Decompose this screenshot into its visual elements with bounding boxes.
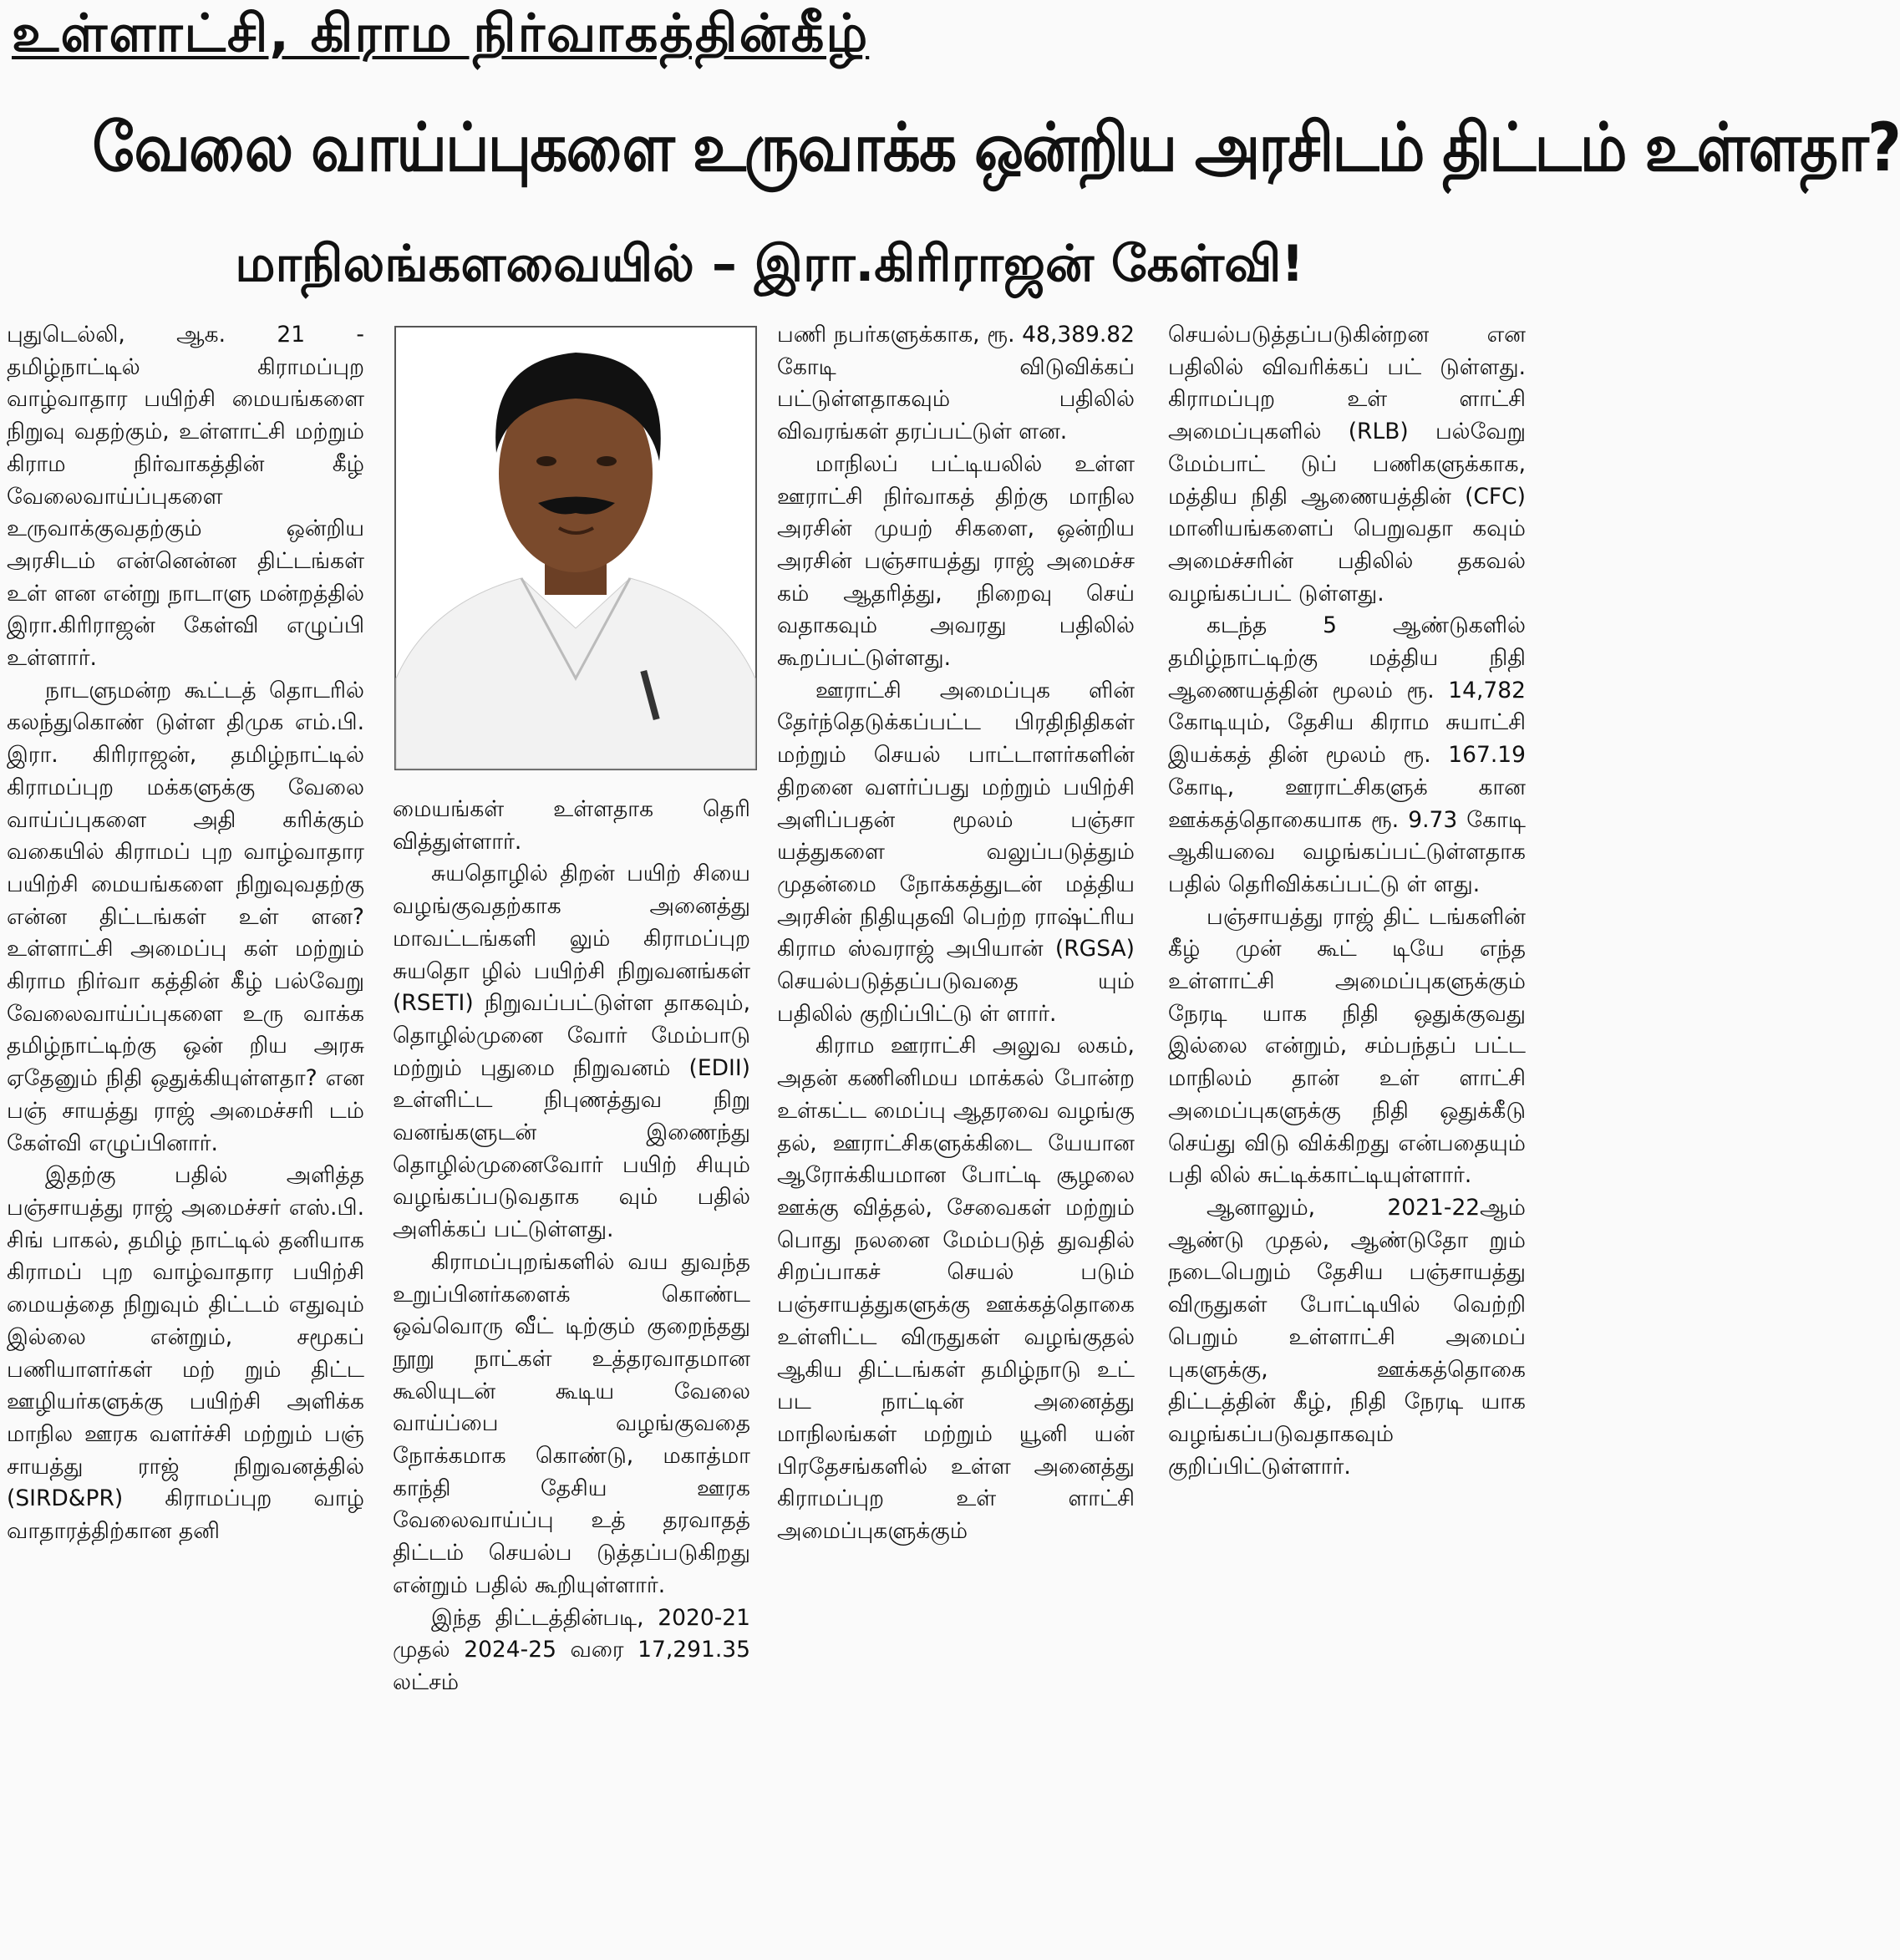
paragraph: பணி நபர்களுக்காக, ரூ. 48,389.82 கோடி விடுவிக்கப் பட்டுள்ளதாகவும் பதிலில் விவரங்கள் தரப்பட்டுள் ளன. [777,322,1135,445]
paragraph: புதுடெல்லி, ஆக. 21 - தமிழ்நாட்டில் கிராமப்புற வாழ்வாதார பயிற்சி மையங்களை நிறுவு வதற்கும், உள்ளாட்சி மற்றும் கிராம நிர்வாகத்தின் கீழ் வேலைவாய்ப்புகளை உருவாக்குவதற்கும் ஒன்றிய அரசிடம் என்னென்ன திட்டங்கள் உள் ளன என்று நாடாளு மன்றத்தில் இரா.கிரிராஜன் கேள்வி எழுப்பி உள்ளார். [7,322,364,672]
kicker-headline: உள்ளாட்சி, கிராம நிர்வாகத்தின்கீழ் [12,3,870,63]
main-headline: வேலை வாய்ப்புகளை உருவாக்க ஒன்றிய அரசிடம் திட்டம் உள்ளதா? [92,109,1900,186]
paragraph: மாநிலப் பட்டியலில் உள்ள ஊராட்சி நிர்வாகத் திற்கு மாநில அரசின் முயற் சிகளை, ஒன்றிய அரசின் பஞ்சாயத்து ராஜ் அமைச்ச கம் ஆதரித்து, நிறைவு செய் வதாகவும் அவரது பதிலில் கூறப்பட்டுள்ளது. [777,450,1135,672]
person-portrait-illustration [396,328,755,769]
paragraph: கிராம ஊராட்சி அலுவ லகம், அதன் கணினிமய மாக்கல் போன்ற உள்கட்ட மைப்பு ஆதரவை வழங்கு தல், ஊராட்சிகளுக்கிடை யேயான ஆரோக்கியமான போட்டி சூழலை ஊக்கு வித்தல், சேவைகள் மற்றும் பொது நலனை மேம்படுத் துவதில் சிறப்பாகச் செயல் படும் பஞ்சாயத்துகளுக்கு ஊக்கத்தொகை உள்ளிட்ட விருதுகள் வழங்குதல் ஆகிய திட்டங்கள் தமிழ்நாடு உட் பட நாட்டின் அனைத்து மாநிலங்கள் மற்றும் யூனி யன் பிரதேசங்களில் உள்ள அனைத்து கிராமப்புற உள் ளாட்சி அமைப்புகளுக்கும் [777,1033,1135,1545]
paragraph: கடந்த 5 ஆண்டுகளில் தமிழ்நாட்டிற்கு மத்திய நிதி ஆணையத்தின் மூலம் ரூ. 14,782 கோடியும், தேசிய கிராம சுயாட்சி இயக்கத் தின் மூலம் ரூ. 167.19 கோடி, ஊராட்சிகளுக் கான ஊக்கத்தொகையாக ரூ. 9.73 கோடி ஆகியவை வழங்கப்பட்டுள்ளதாக பதில் தெரிவிக்கப்பட்டு ள் ளது. [1168,612,1526,897]
paragraph: இந்த திட்டத்தின்படி, 2020-21 முதல் 2024-25 வரை 17,291.35 லட்சம் [393,1604,750,1695]
article-column-2 [393,794,750,1699]
paragraph: மையங்கள் உள்ளதாக தெரி வித்துள்ளார். [393,796,750,855]
paragraph: இதற்கு பதில் அளித்த பஞ்சாயத்து ராஜ் அமைச்சர் எஸ்.பி. சிங் பாகல், தமிழ் நாட்டில் தனியாக கிராமப் புற வாழ்வாதார பயிற்சி மையத்தை நிறுவும் திட்டம் எதுவும் இல்லை என்றும், சமூகப் பணியாளர்கள் மற் றும் திட்ட ஊழியர்களுக்கு பயிற்சி அளிக்க மாநில ஊரக வளர்ச்சி மற்றும் பஞ் சாயத்து ராஜ் நிறுவனத்தில் (SIRD&PR) கிராமப்புற வாழ் வாதாரத்திற்கான தனி [7,1162,364,1545]
article-column-3 [777,319,1135,1548]
paragraph: ஆனாலும், 2021-22ஆம் ஆண்டு முதல், ஆண்டுதோ றும் நடைபெறும் தேசிய பஞ்சாயத்து விருதுகள் போட்டியில் வெற்றி பெறும் உள்ளாட்சி அமைப் புகளுக்கு, ஊக்கத்தொகை திட்டத்தின் கீழ், நிதி நேரடி யாக வழங்கப்படுவதாகவும் குறிப்பிட்டுள்ளார். [1168,1194,1526,1480]
paragraph: ஊராட்சி அமைப்புக ளின் தேர்ந்தெடுக்கப்பட்ட பிரதிநிதிகள் மற்றும் செயல் பாட்டாளர்களின் திறனை வளர்ப்பது மற்றும் பயிற்சி அளிப்பதன் மூலம் பஞ்சா யத்துகளை வலுப்படுத்தும் முதன்மை நோக்கத்துடன் மத்திய அரசின் நிதியுதவி பெற்ற ராஷ்ட்ரிய கிராம ஸ்வராஜ் அபியான் (RGSA) செயல்படுத்தப்படுவதை யும் பதிலில் குறிப்பிட்டு ள் ளார். [777,677,1135,1027]
paragraph: பஞ்சாயத்து ராஜ் திட் டங்களின் கீழ் முன் கூட் டியே எந்த உள்ளாட்சி அமைப்புகளுக்கும் நேரடி யாக நிதி ஒதுக்குவது இல்லை என்றும், சம்பந்தப் பட்ட மாநிலம் தான் உள் ளாட்சி அமைப்புகளுக்கு நிதி ஒதுக்கீடு செய்து விடு விக்கிறது என்பதையும் பதி லில் சுட்டிக்காட்டியுள்ளார். [1168,903,1526,1189]
paragraph: சுயதொழில் திறன் பயிற் சியை வழங்குவதற்காக அனைத்து மாவட்டங்களி லும் கிராமப்புற சுயதொ ழில் பயிற்சி நிறுவனங்கள் (RSETI) நிறுவப்பட்டுள்ள தாகவும், தொழில்முனை வோர் மேம்பாடு மற்றும் புதுமை நிறுவனம் (EDII) உள்ளிட்ட நிபுணத்துவ நிறு வனங்களுடன் இணைந்து தொழில்முனைவோர் பயிற் சியும் வழங்கப்படுவதாக வும் பதில் அளிக்கப் பட்டுள்ளது. [393,861,750,1243]
article-column-4 [1168,319,1526,1483]
paragraph: கிராமப்புறங்களில் வய துவந்த உறுப்பினர்களைக் கொண்ட ஒவ்வொரு வீட் டிற்கும் குறைந்தது நூறு நாட்கள் உத்தரவாதமான கூலியுடன் கூடிய வேலை வாய்ப்பை வழங்குவதை நோக்கமாக கொண்டு, மகாத்மா காந்தி தேசிய ஊரக வேலைவாய்ப்பு உத் தரவாதத் திட்டம் செயல்ப டுத்தப்படுகிறது என்றும் பதில் கூறியுள்ளார். [393,1248,750,1598]
paragraph: நாடளுமன்ற கூட்டத் தொடரில் கலந்துகொண் டுள்ள திமுக எம்.பி. இரா. கிரிராஜன், தமிழ்நாட்டில் கிராமப்புற மக்களுக்கு வேலை வாய்ப்புகளை அதி கரிக்கும் வகையில் கிராமப் புற வாழ்வாதார பயிற்சி மையங்களை நிறுவுவதற்கு என்ன திட்டங்கள் உள் ளன? உள்ளாட்சி அமைப்பு கள் மற்றும் கிராம நிர்வா கத்தின் கீழ் பல்வேறு வேலைவாய்ப்புகளை உரு வாக்க தமிழ்நாட்டிற்கு ஒன் றிய அரசு ஏதேனும் நிதி ஒதுக்கியுள்ளதா? என பஞ் சாயத்து ராஜ் அமைச்சரி டம் கேள்வி எழுப்பினார். [7,677,364,1156]
article-column-1 [7,319,364,1548]
subheadline: மாநிலங்களவையில் – இரா.கிரிராஜன் கேள்வி! [235,235,1304,293]
portrait-photo [394,326,757,770]
paragraph: செயல்படுத்தப்படுகின்றன என பதிலில் விவரிக்கப் பட் டுள்ளது. கிராமப்புற உள் ளாட்சி அமைப்புகளில் (RLB) பல்வேறு மேம்பாட் டுப் பணிகளுக்காக, மத்திய நிதி ஆணையத்தின் (CFC) மானியங்களைப் பெறுவதா கவும் அமைச்சரின் பதிலில் தகவல் வழங்கப்பட் டுள்ளது. [1168,322,1526,607]
